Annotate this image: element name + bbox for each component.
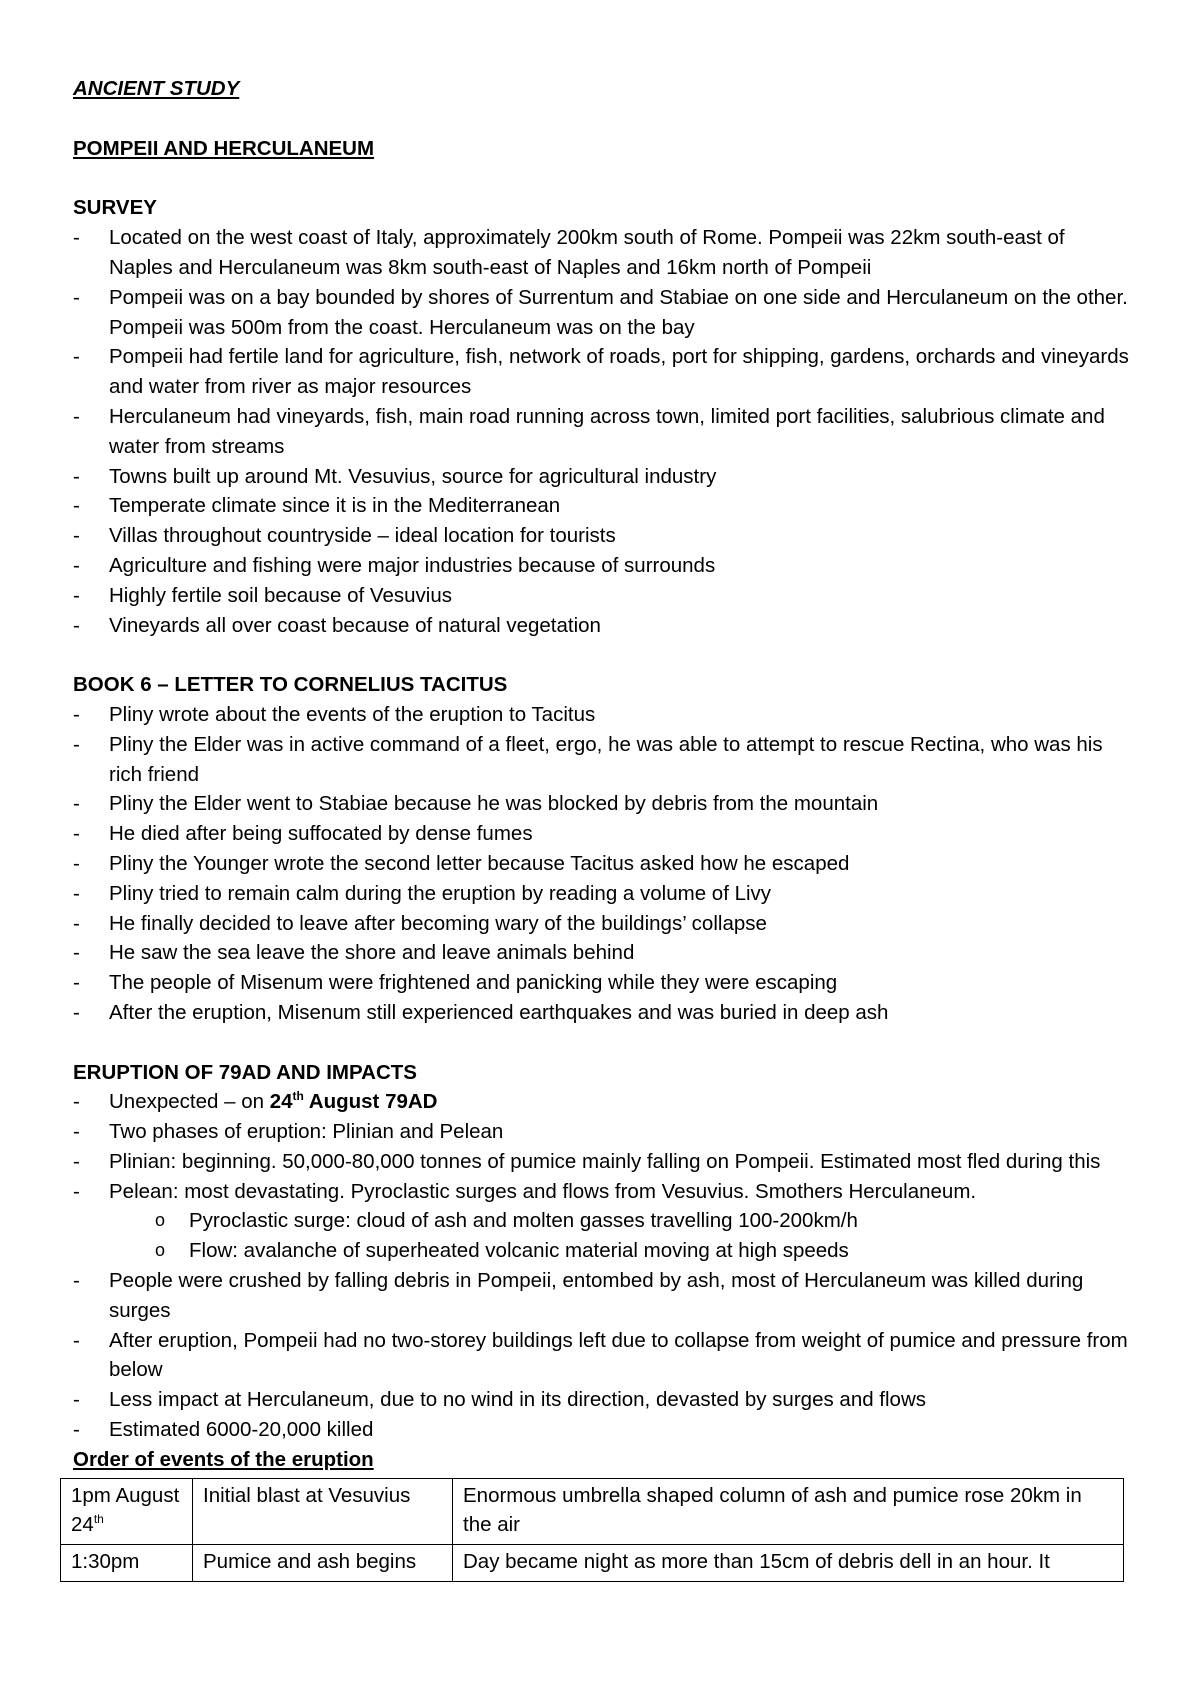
time-cell xyxy=(61,1545,193,1582)
list-item: - Pompeii was on a bay bounded by shores of Surrentum and Stabiae on one side and Herculaneum on the other. Pompeii was 500m from the coast. Herculaneum was on the bay xyxy=(73,283,1133,343)
list-item xyxy=(73,1177,1133,1266)
list-item: - Temperate climate since it is in the Mediterranean xyxy=(73,491,1133,521)
list-item: - Villas throughout countryside – ideal location for tourists xyxy=(73,521,1133,551)
list-item: - Located on the west coast of Italy, approximately 200km south of Rome. Pompeii was 22km south-east of Naples and Herculaneum was 8km south-east of Naples and 16km north of Pompeii xyxy=(73,223,1133,283)
time-sup: th xyxy=(93,1512,104,1527)
list-item: - Vineyards all over coast because of natural vegetation xyxy=(73,611,1133,641)
document-subtitle: POMPEII AND HERCULANEUM xyxy=(73,136,375,160)
list-item: - He died after being suffocated by dense fumes xyxy=(73,819,1133,849)
list-item: - After the eruption, Misenum still experienced earthquakes and was buried in deep ash xyxy=(73,998,1133,1028)
list-item: - Pliny the Younger wrote the second letter because Tacitus asked how he escaped xyxy=(73,849,1133,879)
list-item: - Less impact at Herculaneum, due to no wind in its direction, devasted by surges and flows xyxy=(73,1385,1133,1415)
list-item: - Two phases of eruption: Plinian and Pelean xyxy=(73,1117,1133,1147)
eruption-heading: ERUPTION OF 79AD AND IMPACTS xyxy=(73,1060,417,1084)
list-item: - Highly fertile soil because of Vesuvius xyxy=(73,581,1133,611)
list-item: - He finally decided to leave after becoming wary of the buildings’ collapse xyxy=(73,909,1133,939)
event-cell: Pumice and ash begins xyxy=(193,1545,453,1582)
survey-heading: SURVEY xyxy=(73,196,157,220)
table-row xyxy=(61,1478,1124,1545)
sub-list-item xyxy=(109,1236,1133,1266)
list-item: - Plinian: beginning. 50,000-80,000 tonnes of pumice mainly falling on Pompeii. Estimated most fled during this xyxy=(73,1147,1133,1177)
sub-list-item-text: Flow: avalanche of superheated volcanic material moving at high speeds xyxy=(189,1239,849,1263)
list-item: - Pliny the Elder went to Stabiae because he was blocked by debris from the mountain xyxy=(73,789,1133,819)
time-cell xyxy=(61,1478,193,1545)
detail-cell: Day became night as more than 15cm of debris dell in an hour. It xyxy=(453,1545,1124,1582)
sub-list-item xyxy=(109,1206,1133,1236)
unexpected-date: August 79AD xyxy=(303,1090,438,1114)
unexpected-prefix: Unexpected – on xyxy=(109,1090,270,1114)
document-title: ANCIENT STUDY xyxy=(73,77,240,100)
unexpected-day: 24 xyxy=(269,1090,293,1114)
eruption-list xyxy=(73,1087,1133,1445)
list-item-text: Pelean: most devastating. Pyroclastic surges and flows from Vesuvius. Smothers Herculaneum. xyxy=(109,1179,977,1203)
list-item: - The people of Misenum were frightened and panicking while they were escaping xyxy=(73,968,1133,998)
list-item: - Herculaneum had vineyards, fish, main road running across town, limited port facilities, salubrious climate and water from streams xyxy=(73,402,1133,462)
list-item: - Pliny the Elder was in active command of a fleet, ergo, he was able to attempt to rescue Rectina, who was his rich friend xyxy=(73,730,1133,790)
events-table xyxy=(60,1478,1124,1582)
list-item: - Pliny tried to remain calm during the eruption by reading a volume of Livy xyxy=(73,879,1133,909)
time-text: 1:30pm xyxy=(71,1550,140,1574)
list-item: - People were crushed by falling debris in Pompeii, entombed by ash, most of Herculaneum was killed during surges xyxy=(73,1266,1133,1326)
sub-list xyxy=(109,1206,1133,1266)
list-item: - Estimated 6000-20,000 killed xyxy=(73,1415,1133,1445)
list-item: - He saw the sea leave the shore and leave animals behind xyxy=(73,938,1133,968)
order-heading: Order of events of the eruption xyxy=(73,1447,374,1471)
list-item: - Towns built up around Mt. Vesuvius, source for agricultural industry xyxy=(73,462,1133,492)
circle-bullet-icon: o xyxy=(155,1240,166,1261)
list-item: - Pliny wrote about the events of the eruption to Tacitus xyxy=(73,700,1133,730)
letter-heading: BOOK 6 – LETTER TO CORNELIUS TACITUS xyxy=(73,673,508,697)
table-row xyxy=(61,1545,1124,1582)
list-item-unexpected xyxy=(73,1087,1133,1117)
unexpected-day-suffix: th xyxy=(292,1089,304,1104)
event-cell: Initial blast at Vesuvius xyxy=(193,1478,453,1545)
list-item: - After eruption, Pompeii had no two-storey buildings left due to collapse from weight of pumice and pressure from below xyxy=(73,1326,1133,1386)
circle-bullet-icon: o xyxy=(155,1210,166,1231)
sub-list-item-text: Pyroclastic surge: cloud of ash and molten gasses travelling 100-200km/h xyxy=(189,1209,858,1233)
time-text: 1pm August 24 xyxy=(71,1483,180,1537)
list-item: - Pompeii had fertile land for agriculture, fish, network of roads, port for shipping, gardens, orchards and vineyards and water from river as major resources xyxy=(73,342,1133,402)
detail-cell: Enormous umbrella shaped column of ash and pumice rose 20km in the air xyxy=(453,1478,1124,1545)
document-page xyxy=(73,74,1133,1582)
list-item: - Agriculture and fishing were major industries because of surrounds xyxy=(73,551,1133,581)
survey-list xyxy=(73,223,1133,640)
letter-list xyxy=(73,700,1133,1028)
